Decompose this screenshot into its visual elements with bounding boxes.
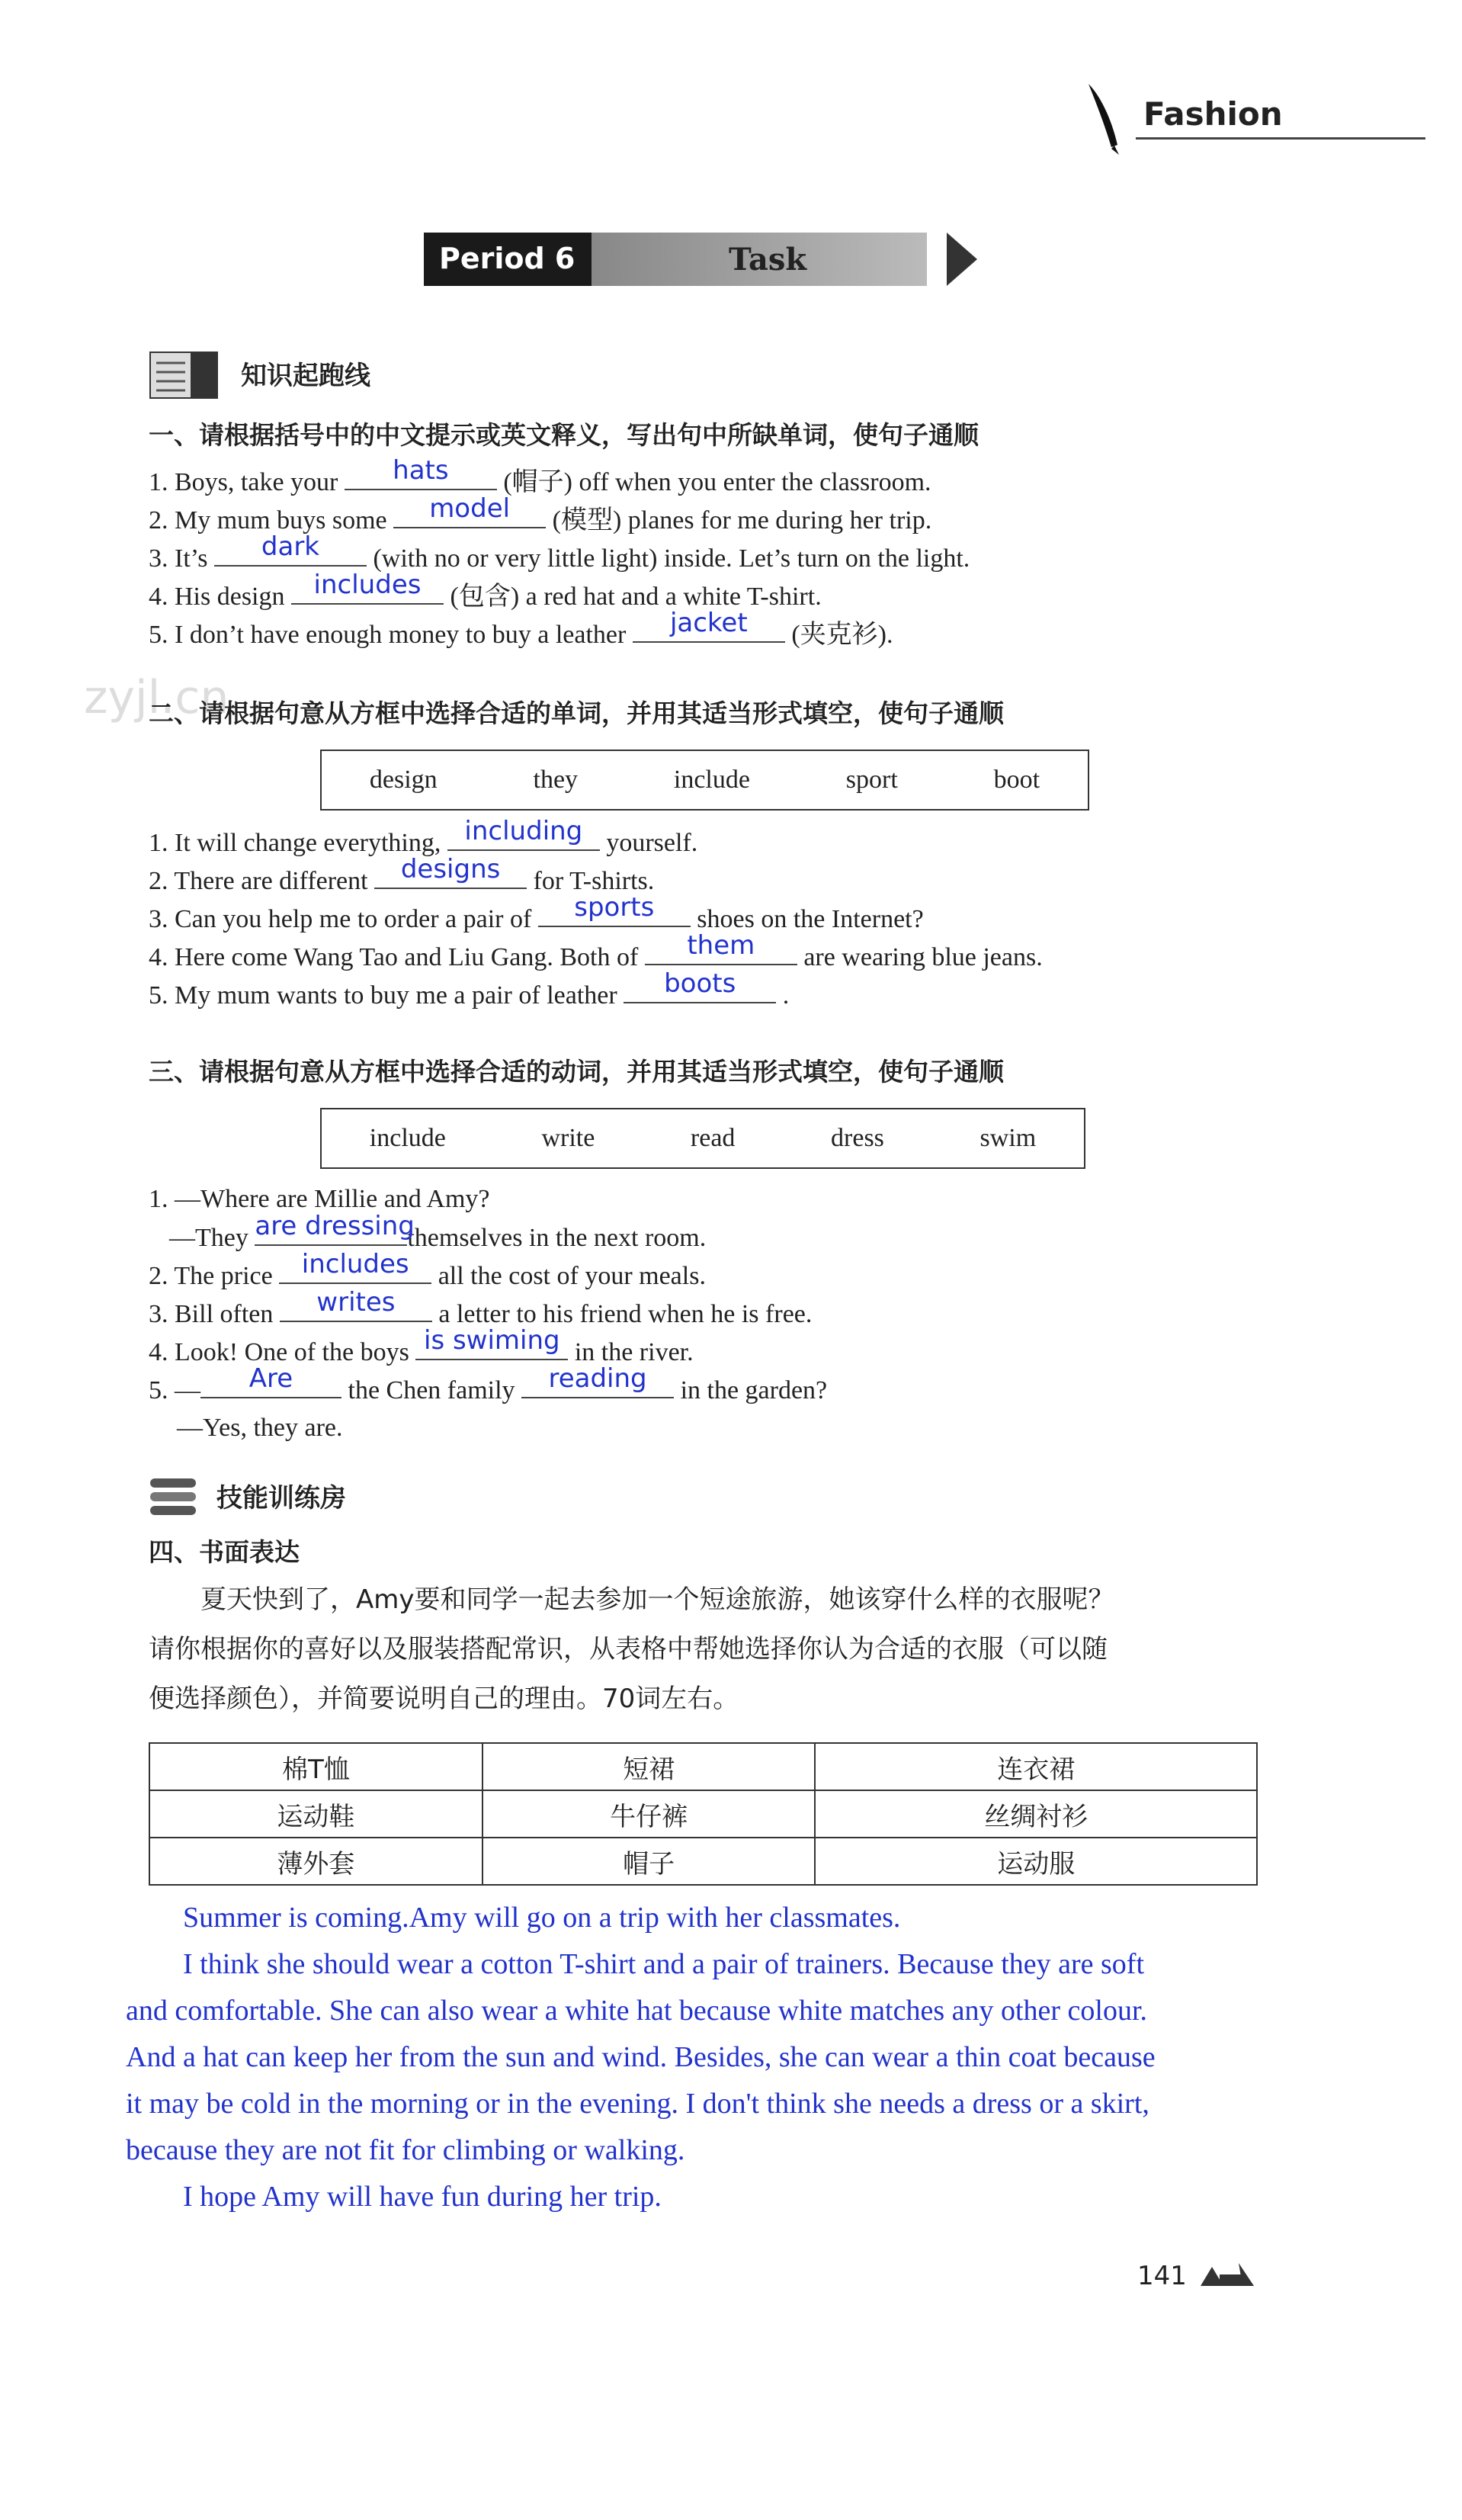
part3-item-1b: —They are dressing themselves in the next room. [169,1211,707,1252]
clothes-table [149,1742,1258,1886]
part2-item-4: 4. Here come Wang Tao and Liu Gang. Both of them are wearing blue jeans. [149,930,1043,971]
part3-instruction: 三、请根据句意从方框中选择合适的动词，并用其适当形式填空，使句子通顺 [149,1057,1004,1087]
word: include [369,1124,446,1152]
answer: boots [664,968,736,999]
task-label: Task [729,242,807,278]
answer: is swiming [424,1325,560,1356]
part1-item-4: 4. His design includes (包含) a red hat and a white T-shirt. [149,570,822,611]
answer: jacket [669,608,748,638]
part3-item-5-reply: —Yes, they are. [177,1414,343,1442]
table-row [149,1838,1257,1885]
table-cell: 棉T恤 [149,1743,483,1790]
pen-icon [1081,80,1127,160]
part2-item-3: 3. Can you help me to order a pair of sports shoes on the Internet? [149,892,924,933]
book-icon [149,349,221,405]
essay-line: I hope Amy will have fun during her trip. [183,2181,662,2213]
watermark-icon: zyjl.cn [84,671,229,724]
word: sport [845,766,898,794]
answer: dark [261,531,319,562]
answer: sports [574,892,655,923]
answer: hats [393,455,449,486]
word: include [673,766,750,794]
part1-item-3: 3. It’s dark (with no or very little light) inside. Let’s turn on the light. [149,531,970,573]
part3-item-5: 5. — Are the Chen family reading in the garden? [149,1363,828,1404]
part4-prompt-1: 夏天快到了，Amy要和同学一起去参加一个短途旅游，她该穿什么样的衣服呢？ [200,1584,1114,1615]
table-cell: 牛仔裤 [483,1790,816,1838]
answer: designs [400,854,501,884]
part1-instruction: 一、请根据括号中的中文提示或英文释义，写出句中所缺单词，使句子通顺 [149,420,979,450]
part2-instruction: 二、请根据句意从方框中选择合适的单词，并用其适当形式填空，使句子通顺 [149,698,1004,728]
part4-prompt-2: 请你根据你的喜好以及服装搭配常识，从表格中帮她选择你认为合适的衣服（可以随 [149,1634,1108,1664]
period-banner [424,233,942,286]
essay-line: Summer is coming.Amy will go on a trip with her classmates. [183,1902,901,1934]
part3-word-box [320,1108,1085,1169]
answer: includes [313,570,422,600]
section-knowledge-title: 知识起跑线 [241,361,370,391]
part3-item-3: 3. Bill often writes a letter to his friend when he is free. [149,1287,813,1328]
word: read [690,1124,736,1152]
essay-answer [126,1895,1315,2220]
part4-prompt-3: 便选择颜色），并简要说明自己的理由。70词左右。 [149,1684,739,1714]
part3-item-4: 4. Look! One of the boys is swiming in the river. [149,1325,694,1366]
word: swim [979,1124,1037,1152]
stack-icon [149,1477,199,1520]
table-cell: 丝绸衬衫 [815,1790,1257,1838]
table-cell: 帽子 [483,1838,816,1885]
essay-line: because they are not fit for climbing or walking. [126,2134,685,2166]
answer: are dressing [255,1211,415,1241]
table-cell: 运动服 [815,1838,1257,1885]
part1-item-5: 5. I don’t have enough money to buy a leather jacket (夹克衫). [149,608,893,649]
answer: reading [548,1363,647,1394]
answer: Are [248,1363,293,1394]
part4-title: 四、书面表达 [149,1537,300,1567]
section-skills-title: 技能训练房 [216,1483,346,1514]
answer: model [429,493,511,524]
word: design [369,766,438,794]
word: they [533,766,579,794]
part1-item-1: 1. Boys, take your hats (帽子) off when you enter the classroom. [149,455,931,496]
part2-item-2: 2. There are different designs for T-shirts. [149,854,655,895]
answer: includes [301,1249,409,1279]
table-row [149,1790,1257,1838]
part2-item-5: 5. My mum wants to buy me a pair of leather boots . [149,968,790,1010]
table-row [149,1743,1257,1790]
part1-item-2: 2. My mum buys some model (模型) planes for me during her trip. [149,493,932,534]
answer: writes [316,1287,396,1318]
header-rule [1136,137,1425,140]
word: write [541,1124,595,1152]
table-cell: 运动鞋 [149,1790,483,1838]
part3-item-2: 2. The price includes all the cost of your meals. [149,1249,706,1290]
header-title: Fashion [1143,95,1283,133]
essay-line: And a hat can keep her from the sun and wind. Besides, she can wear a thin coat because [126,2041,1156,2073]
word: dress [831,1124,884,1152]
period-label: Period 6 [439,242,576,275]
table-cell: 薄外套 [149,1838,483,1885]
essay-line: and comfortable. She can also wear a white hat because white matches any other colour. [126,1995,1148,2027]
answer: them [687,930,755,961]
essay-line: it may be cold in the morning or in the evening. I don't think she needs a dress or a skirt, [126,2088,1149,2120]
part2-word-box [320,750,1089,811]
table-cell: 短裙 [483,1743,816,1790]
table-cell: 连衣裙 [815,1743,1257,1790]
part2-item-1: 1. It will change everything, including yourself. [149,816,698,857]
page-number: 141 [1137,2261,1187,2291]
footer-decoration-icon [1197,2255,1258,2297]
word: boot [993,766,1040,794]
part3-item-1a: 1. —Where are Millie and Amy? [149,1185,490,1213]
answer: including [464,816,583,846]
essay-line: I think she should wear a cotton T-shirt and a pair of trainers. Because they are soft [183,1948,1145,1980]
